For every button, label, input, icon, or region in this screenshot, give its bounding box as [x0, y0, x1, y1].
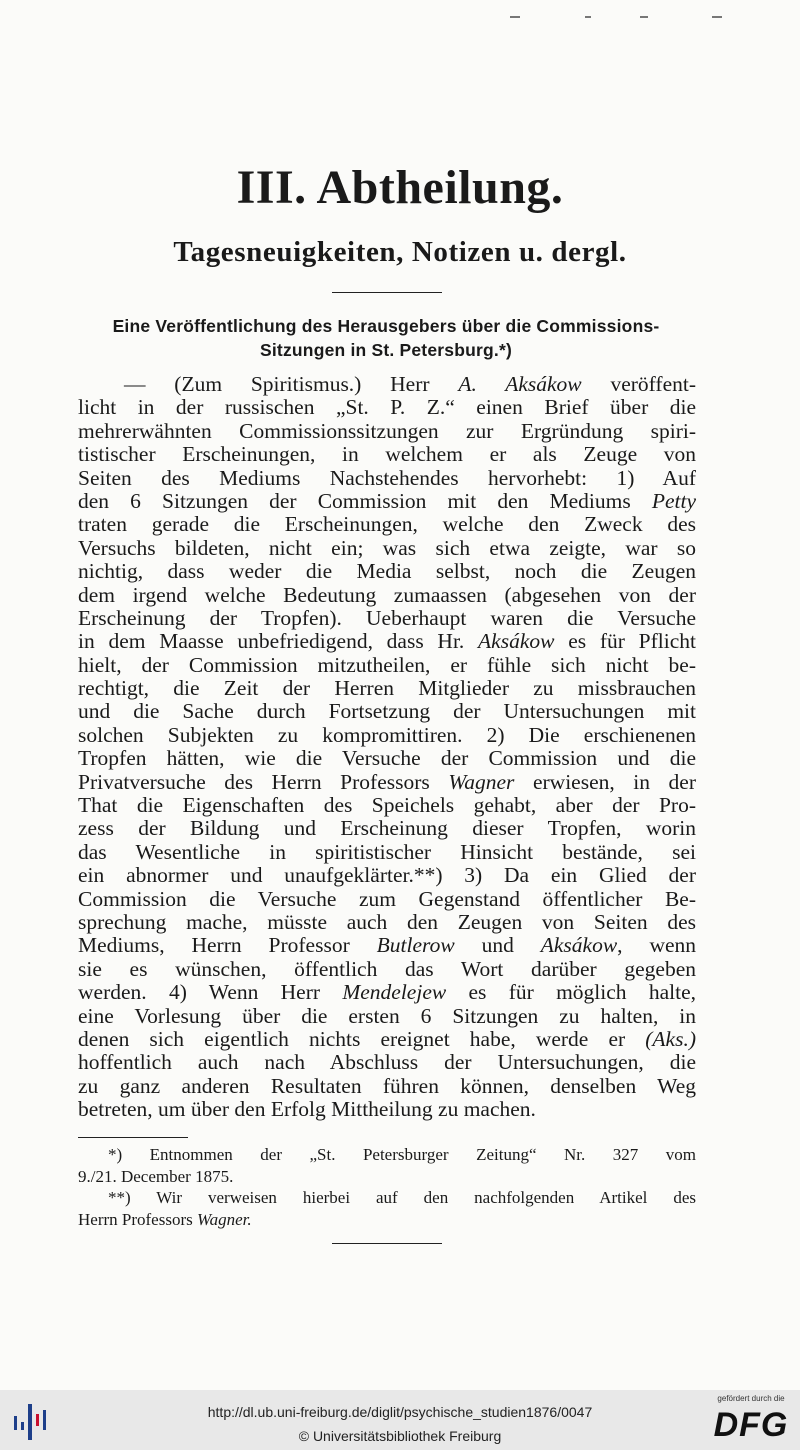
text-run: es für Pflicht: [554, 630, 696, 654]
article-body: [78, 373, 696, 1122]
text-run: ein abnormer und unaufgeklärter.**) 3) Da ein Glied der: [78, 864, 696, 888]
dfg-funding-text: gefördert durch die: [717, 1394, 785, 1403]
italic-name: Mendelejew: [342, 981, 447, 1005]
text-run: hoffentlich auch nach Abschluss der Untersuchungen, die: [78, 1051, 696, 1075]
text-run: Erscheinung der Tropfen). Ueberhaupt waren die Versuche: [78, 606, 696, 630]
text-run: 9./21. December 1875.: [78, 1166, 234, 1186]
text-run: **) Wir verweisen hierbei auf den nachfolgenden Artikel des: [108, 1188, 696, 1207]
body-line: [78, 1051, 696, 1074]
text-run: eine Vorlesung über die ersten 6 Sitzungen zu halten, in: [78, 1004, 696, 1028]
footnote-line: [78, 1166, 696, 1188]
body-line: [78, 864, 696, 887]
text-run: Commission die Versuche zum Gegenstand öffentlicher Be-: [78, 887, 696, 911]
dfg-logo-text: DFG: [713, 1406, 789, 1444]
footnotes: [78, 1144, 696, 1230]
footnote-line: [78, 1144, 696, 1166]
text-run: es für möglich halte,: [446, 981, 696, 1005]
body-line: [78, 794, 696, 817]
body-line: [78, 373, 696, 396]
text-run: hielt, der Commission mitzutheilen, er fühle sich nicht be-: [78, 653, 696, 677]
text-run: zu ganz anderen Resultaten führen können, denselben Weg: [78, 1074, 696, 1098]
italic-name: Petty: [651, 489, 696, 513]
body-line: [78, 1075, 696, 1098]
text-run: licht in der russischen „St. P. Z.“ einen Brief über die: [78, 396, 696, 420]
italic-name: Aksákow: [540, 934, 618, 958]
italic-name: Aksákow: [478, 630, 555, 654]
body-line: [78, 560, 696, 583]
italic-name: (Aks.): [645, 1027, 696, 1051]
text-run: , wenn: [617, 934, 696, 958]
text-run: — (Zum Spiritismus.) Herr: [124, 373, 459, 396]
body-line: [78, 677, 696, 700]
text-run: Seiten des Mediums Nachstehendes hervorhebt: 1) Auf: [78, 466, 696, 490]
text-run: erwiesen, in der: [514, 770, 696, 794]
text-run: nichtig, dass weder die Media selbst, noch die Zeugen: [78, 560, 696, 584]
body-line: [78, 396, 696, 419]
body-line: [78, 700, 696, 723]
body-line: [78, 1005, 696, 1028]
text-run: denen sich eigentlich nichts ereignet habe, werde er: [78, 1027, 646, 1051]
scan-speck: [585, 16, 591, 18]
body-line: [78, 490, 696, 513]
text-run: Mediums, Herrn Professor: [78, 934, 377, 958]
text-run: tistischer Erscheinungen, in welchem er als Zeuge von: [78, 443, 696, 467]
text-run: That die Eigenschaften des Speichels gehabt, aber der Pro-: [78, 794, 696, 818]
body-line: [78, 443, 696, 466]
body-line: [78, 630, 696, 653]
body-line: [78, 958, 696, 981]
text-run: den 6 Sitzungen der Commission mit den Mediums: [78, 489, 652, 513]
body-line: [78, 817, 696, 840]
text-run: das Wesentliche in spiritistischer Hinsicht bestände, sei: [78, 840, 696, 864]
text-run: sie es wünschen, öffentlich das Wort darüber gegeben: [78, 957, 696, 981]
text-run: Privatversuche des Herrn Professors: [78, 770, 449, 794]
body-line: [78, 584, 696, 607]
footnote-line: [78, 1209, 696, 1231]
body-line: [78, 724, 696, 747]
article-heading-line: Sitzungen in St. Petersburg.*): [260, 340, 512, 360]
italic-name: Wagner: [448, 770, 515, 794]
footnote-rule: [78, 1137, 188, 1138]
text-run: Herrn Professors: [78, 1209, 197, 1229]
scan-speck: [640, 16, 648, 18]
italic-name: Butlerow: [376, 934, 455, 958]
text-run: rechtigt, die Zeit der Herren Mitglieder zu missbrauchen: [78, 677, 696, 701]
body-line: [78, 934, 696, 957]
text-run: dem irgend welche Bedeutung zumaassen (abgesehen von der: [78, 583, 696, 607]
body-line: [78, 467, 696, 490]
body-line: [78, 888, 696, 911]
article-heading-line: Eine Veröffentlichung des Herausgebers über die Commissions-: [112, 316, 660, 336]
permalink-url[interactable]: http://dl.ub.uni-freiburg.de/diglit/psychische_studien1876/0047: [207, 1404, 593, 1420]
text-run: solchen Subjekten zu kompromittiren. 2) Die erschienenen: [78, 723, 696, 747]
text-run: traten gerade die Erscheinungen, welche den Zweck des: [78, 513, 696, 537]
section-title: III. Abtheilung.: [236, 161, 564, 214]
text-run: mehrerwähnten Commissionssitzungen zur Ergründung spiri-: [78, 419, 696, 443]
article-heading: [78, 314, 694, 362]
text-run: betreten, um über den Erfolg Mittheilung zu machen.: [78, 1098, 536, 1122]
body-line: [78, 1098, 696, 1121]
dfg-logo: [706, 1394, 796, 1448]
body-line: [78, 981, 696, 1004]
body-line: [78, 771, 696, 794]
italic-name: A. Aksákow: [458, 373, 582, 396]
body-line: [78, 841, 696, 864]
copyright-text: © Universitätsbibliothek Freiburg: [298, 1428, 502, 1444]
text-run: und die Sache durch Fortsetzung der Untersuchungen mit: [78, 700, 696, 724]
text-run: *) Entnommen der „St. Petersburger Zeitung“ Nr. 327 vom: [108, 1145, 696, 1164]
text-run: und: [454, 934, 541, 958]
text-run: veröffent-: [581, 373, 696, 396]
text-run: in dem Maasse unbefriedigend, dass Hr.: [78, 630, 479, 654]
divider-rule: [332, 292, 442, 293]
text-run: zess der Bildung und Erscheinung dieser Tropfen, worin: [78, 817, 696, 841]
text-run: werden. 4) Wenn Herr: [78, 981, 343, 1005]
footnote-line: [78, 1187, 696, 1209]
scan-speck: [712, 16, 722, 18]
body-line: [78, 1028, 696, 1051]
end-rule: [332, 1243, 442, 1244]
text-run: sprechung mache, müsste auch den Zeugen von Seiten des: [78, 910, 696, 934]
body-line: [78, 420, 696, 443]
body-line: [78, 654, 696, 677]
body-line: [78, 513, 696, 536]
italic-name: Wagner.: [196, 1209, 252, 1229]
scan-speck: [510, 16, 520, 18]
body-line: [78, 911, 696, 934]
text-run: Versuchs bildeten, nicht ein; was sich etwa zeigte, war so: [78, 536, 696, 560]
body-line: [78, 537, 696, 560]
body-line: [78, 607, 696, 630]
section-subtitle: Tagesneuigkeiten, Notizen u. dergl.: [173, 236, 627, 268]
body-line: [78, 747, 696, 770]
text-run: Tropfen hätten, wie die Versuche der Commission und die: [78, 747, 696, 771]
